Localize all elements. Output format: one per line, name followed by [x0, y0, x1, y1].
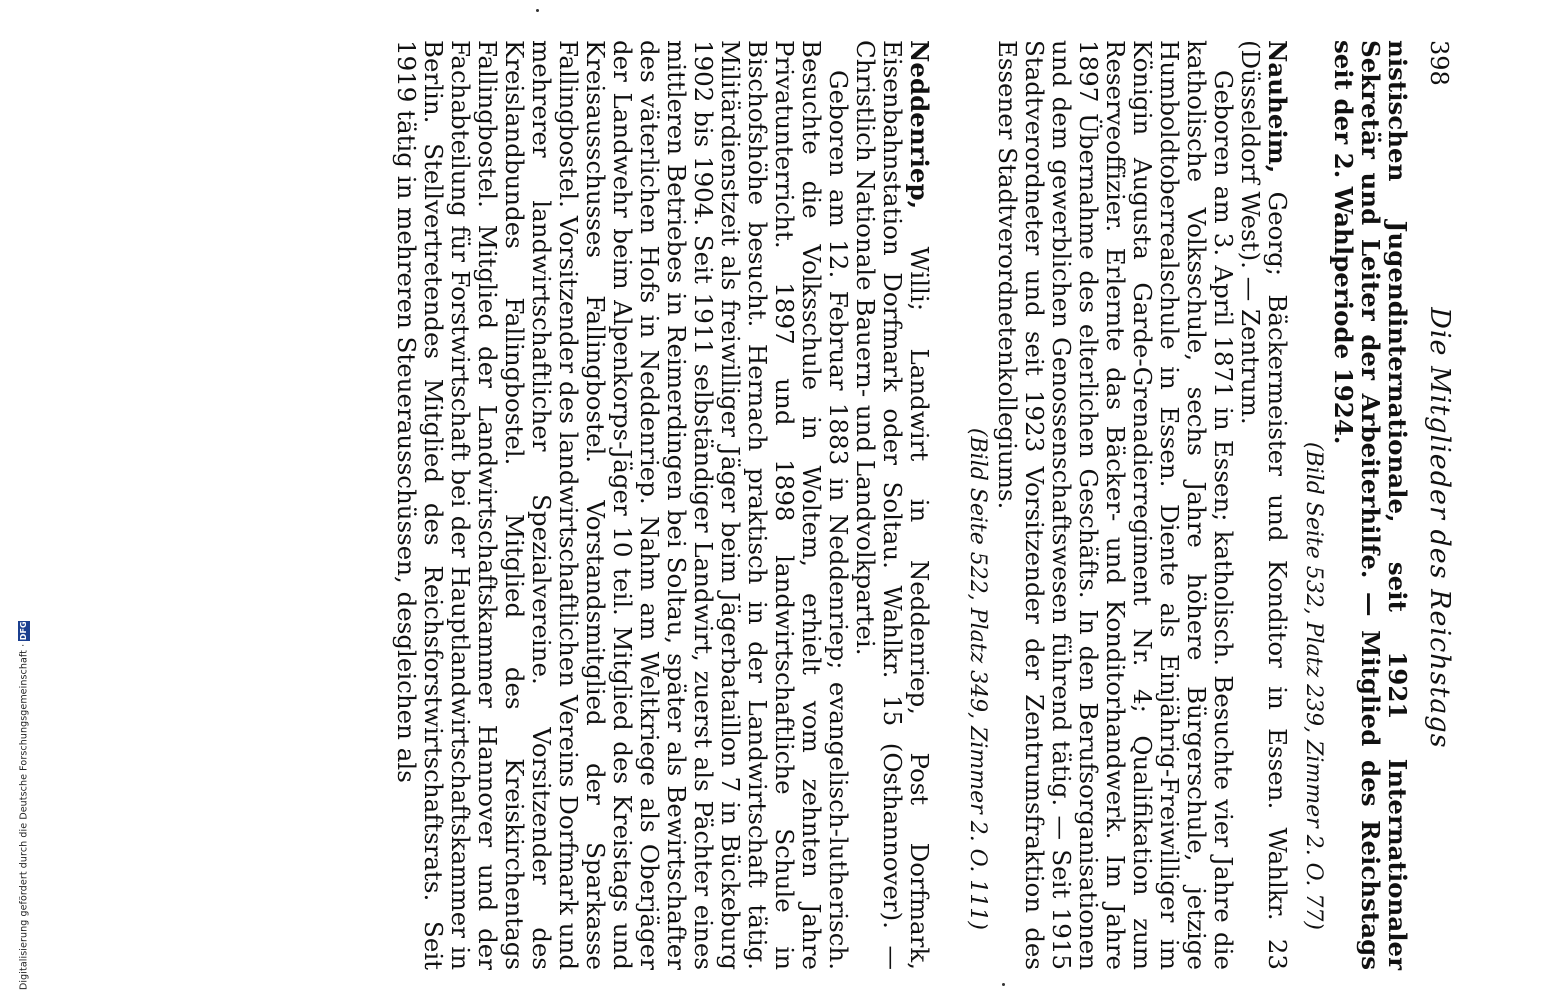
member-name: Nauheim,: [1263, 40, 1292, 174]
rotated-page-content: [75, 40, 1455, 970]
funding-statement: Digitalisierung gefördert durch die Deutsche Forschungsgemeinschaft ·: [18, 643, 30, 990]
member-details: Willi; Landwirt in Neddenriep, Post Dorfmark, Eisenbahnstation Dorfmark oder Soltau. Wahlkr. 15 (Osthannover). — Christlich Nationale Bauern- und Landvolkpartei.: [851, 40, 934, 970]
continued-entry-text: nistischen Jugendinternationale, seit 1921 Internationaler Sekretär und Leiter der Arbeiterhilfe. — Mitglied des Reichstags seit der 2. Wahlperiode 1924.: [1329, 40, 1412, 970]
dfg-logo-icon: DFG: [19, 621, 28, 641]
entry-nauheim-biography: Geboren am 3. April 1871 in Essen; katholisch. Besuchte vier Jahre die katholische Volksschule, sechs Jahre höhere Bürgerschule, jetzige Humboldtoberrealschule in Essen. Diente als Einjährig-Freiwilliger im Königin Augusta Garde-Grenadierregiment Nr. 4; Qualifikation zum Reserveoffizier. Erlernte das Bäcker- und Konditorhandwerk. Im Jahre 1897 Übernahme des elterlichen Geschäfts. In den Berufsorganisationen und dem gewerblichen Genossenschaftswesen führend tätig. — Seit 1915 Stadtverordneter und seit 1923 Vorsitzender der Zentrumsfraktion des Essener Stadtverordnetenkollegiums.: [993, 40, 1238, 970]
running-title: Die Mitglieder des Reichstags: [1424, 307, 1455, 749]
photo-reference: (Bild Seite 532, Platz 239, Zimmer 2. O. 77): [1301, 441, 1326, 930]
entry-nauheim-heading: [1237, 40, 1291, 970]
entry-neddenriep-heading: [852, 40, 933, 970]
member-name: Neddenriep,: [905, 40, 934, 210]
digitization-note-text: [18, 621, 30, 990]
page-header: [1411, 40, 1455, 970]
page-number: 398: [1425, 40, 1453, 86]
digitization-note: [0, 0, 30, 1000]
scan-speck: [1002, 983, 1005, 986]
scan-speck: [536, 9, 539, 12]
entry-separator: [933, 40, 955, 970]
entry-neddenriep-biography: Geboren am 12. Februar 1883 in Neddenriep; evangelisch-lutherisch. Besuchte die Volksschule in Woltem, erhielt vom zehnten Jahre Privatunterricht. 1897 und 1898 landwirtschaftliche Schule in Bischofshöhe besucht. Hernach praktisch in der Landwirtschaft tätig. Militärdienstzeit als freiwilliger Jäger beim Jägerbataillon 7 in Bückeburg 1902 bis 1904. Seit 1911 selbständiger Landwirt, zuerst als Pächter eines mittleren Betriebes in Reimerdingen bei Soltau, später als Bewirtschafter des väterlichen Hofs in Neddenriep. Nahm am Weltkriege als Oberjäger der Landwehr beim Alpenkorps-Jäger 10 teil. Mitglied des Kreistags und Kreisausschusses Fallingbostel. Vorstandsmitglied der Sparkasse Fallingbostel. Vorsitzender des landwirtschaftlichen Vereins Dorfmark und mehrerer landwirtschaftlicher Spezialvereine. Vorsitzender des Kreislandbundes Fallingbostel. Mitglied des Kreiskirchentags Fallingbostel. Mitglied der Landwirtschaftskammer Hannover und der Fachabteilung für Forstwirtschaft bei der Hauptlandwirtschaftskammer in Berlin. Stellvertretendes Mitglied des Reichsforstwirtschaftsrats. Seit 1919 tätig in mehreren Steuerausschüssen, desgleichen als: [392, 40, 853, 970]
photo-reference: (Bild Seite 522, Platz 349, Zimmer 2. O. 111): [965, 427, 990, 930]
member-details: Georg; Bäckermeister und Konditor in Essen. Wahlkr. 23 (Düsseldorf West). — Zentrum.: [1236, 40, 1292, 970]
